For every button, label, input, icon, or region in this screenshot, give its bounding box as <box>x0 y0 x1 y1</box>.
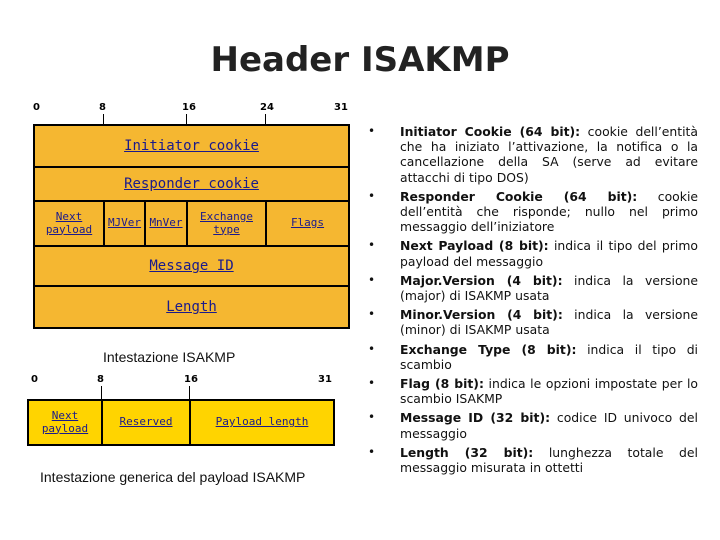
bit-label: 31 <box>318 374 332 385</box>
bit-tick <box>101 386 102 400</box>
bullet-icon: • <box>368 410 376 425</box>
item-text: cookie dell’entità che ha iniziato l’attivazione, la notifica o la cancellazione della SA (serve ad evitare attacchi di tipo DOS) <box>400 124 698 185</box>
item-text: cookie dell’entità che risponde; nullo nel primo messaggio dell’iniziatore <box>400 188 699 235</box>
flags-cell <box>267 202 348 245</box>
bullet-icon: • <box>368 124 376 138</box>
slide-title: Header ISAKMP <box>210 40 510 80</box>
bullet-icon: • <box>368 307 376 322</box>
item-term: Flag (8 bit): <box>400 376 484 392</box>
item-text: indica il tipo di scambio <box>400 341 698 372</box>
item-text: indica la versione (major) di ISAKMP usata <box>400 272 698 304</box>
major-version-cell <box>105 202 146 245</box>
initiator-cookie-row <box>35 126 348 168</box>
length-row <box>35 287 348 327</box>
item-term: Major.Version (4 bit): <box>400 272 563 288</box>
list-item <box>360 342 698 372</box>
fields-row <box>35 202 348 247</box>
bullet-icon: • <box>368 238 376 253</box>
bullet-icon: • <box>368 188 376 203</box>
responder-cookie-row <box>35 168 348 202</box>
bit-label: 8 <box>99 102 106 113</box>
payload-header-diagram <box>27 399 335 446</box>
list-item <box>360 410 698 440</box>
reserved-label: Reserved <box>119 415 173 429</box>
item-term: Responder Cookie (64 bit): <box>400 188 638 204</box>
item-text: indica le opzioni impostate per lo scambio ISAKMP <box>400 376 698 407</box>
header-caption: Intestazione ISAKMP <box>103 349 236 365</box>
next-payload-label: Next payload <box>45 209 93 236</box>
item-text: codice ID univoco del messaggio <box>400 410 698 441</box>
length-label: Length <box>166 298 217 315</box>
item-text: indica il tipo del primo payload del messaggio <box>400 238 698 269</box>
bit-label: 0 <box>31 374 38 385</box>
bullet-icon: • <box>368 376 376 391</box>
bit-label: 0 <box>33 102 40 113</box>
bit-label: 16 <box>182 102 196 113</box>
flags-label: Flags <box>290 216 325 230</box>
list-item <box>360 445 698 475</box>
exchange-type-label: Exchange type <box>200 209 253 236</box>
item-text: indica la versione (minor) di ISAKMP usata <box>400 307 698 338</box>
list-item <box>360 238 698 268</box>
item-term: Length (32 bit): <box>400 444 534 460</box>
bit-label: 8 <box>97 374 104 385</box>
payload-caption: Intestazione generica del payload ISAKMP <box>40 469 306 485</box>
list-item <box>360 124 698 185</box>
payload-next-payload-cell <box>29 401 103 444</box>
bit-label: 31 <box>334 102 348 113</box>
next-payload-cell <box>35 202 105 245</box>
responder-cookie-label: Responder cookie <box>124 175 259 192</box>
message-id-label: Message ID <box>149 257 234 274</box>
initiator-cookie-label: Initiator cookie <box>124 137 259 154</box>
bit-tick <box>189 386 190 400</box>
bit-label: 24 <box>260 102 274 113</box>
item-term: Next Payload (8 bit): <box>400 238 549 254</box>
payload-next-payload-label: Next payload <box>41 408 89 435</box>
major-version-label: MJVer <box>107 216 142 230</box>
minor-version-cell <box>146 202 188 245</box>
list-item <box>360 273 698 303</box>
list-item <box>360 189 698 235</box>
message-id-row <box>35 247 348 287</box>
item-term: Message ID (32 bit): <box>400 410 551 426</box>
item-term: Exchange Type (8 bit): <box>400 341 577 357</box>
isakmp-header-diagram <box>33 124 350 329</box>
bullet-icon: • <box>368 341 376 356</box>
bullet-icon: • <box>368 444 376 459</box>
item-term: Initiator Cookie (64 bit): <box>400 124 581 139</box>
exchange-type-cell <box>188 202 267 245</box>
minor-version-label: MnVer <box>149 216 183 230</box>
list-item <box>360 307 698 337</box>
reserved-cell <box>103 401 191 444</box>
bit-label: 16 <box>184 374 198 385</box>
item-text: lunghezza totale del messaggio misurata in ottetti <box>400 444 698 476</box>
bullet-icon: • <box>368 272 376 287</box>
item-term: Minor.Version (4 bit): <box>400 307 563 323</box>
field-description-list <box>360 124 698 479</box>
list-item <box>360 376 698 406</box>
payload-length-cell <box>191 401 333 444</box>
payload-length-label: Payload length <box>215 415 309 429</box>
